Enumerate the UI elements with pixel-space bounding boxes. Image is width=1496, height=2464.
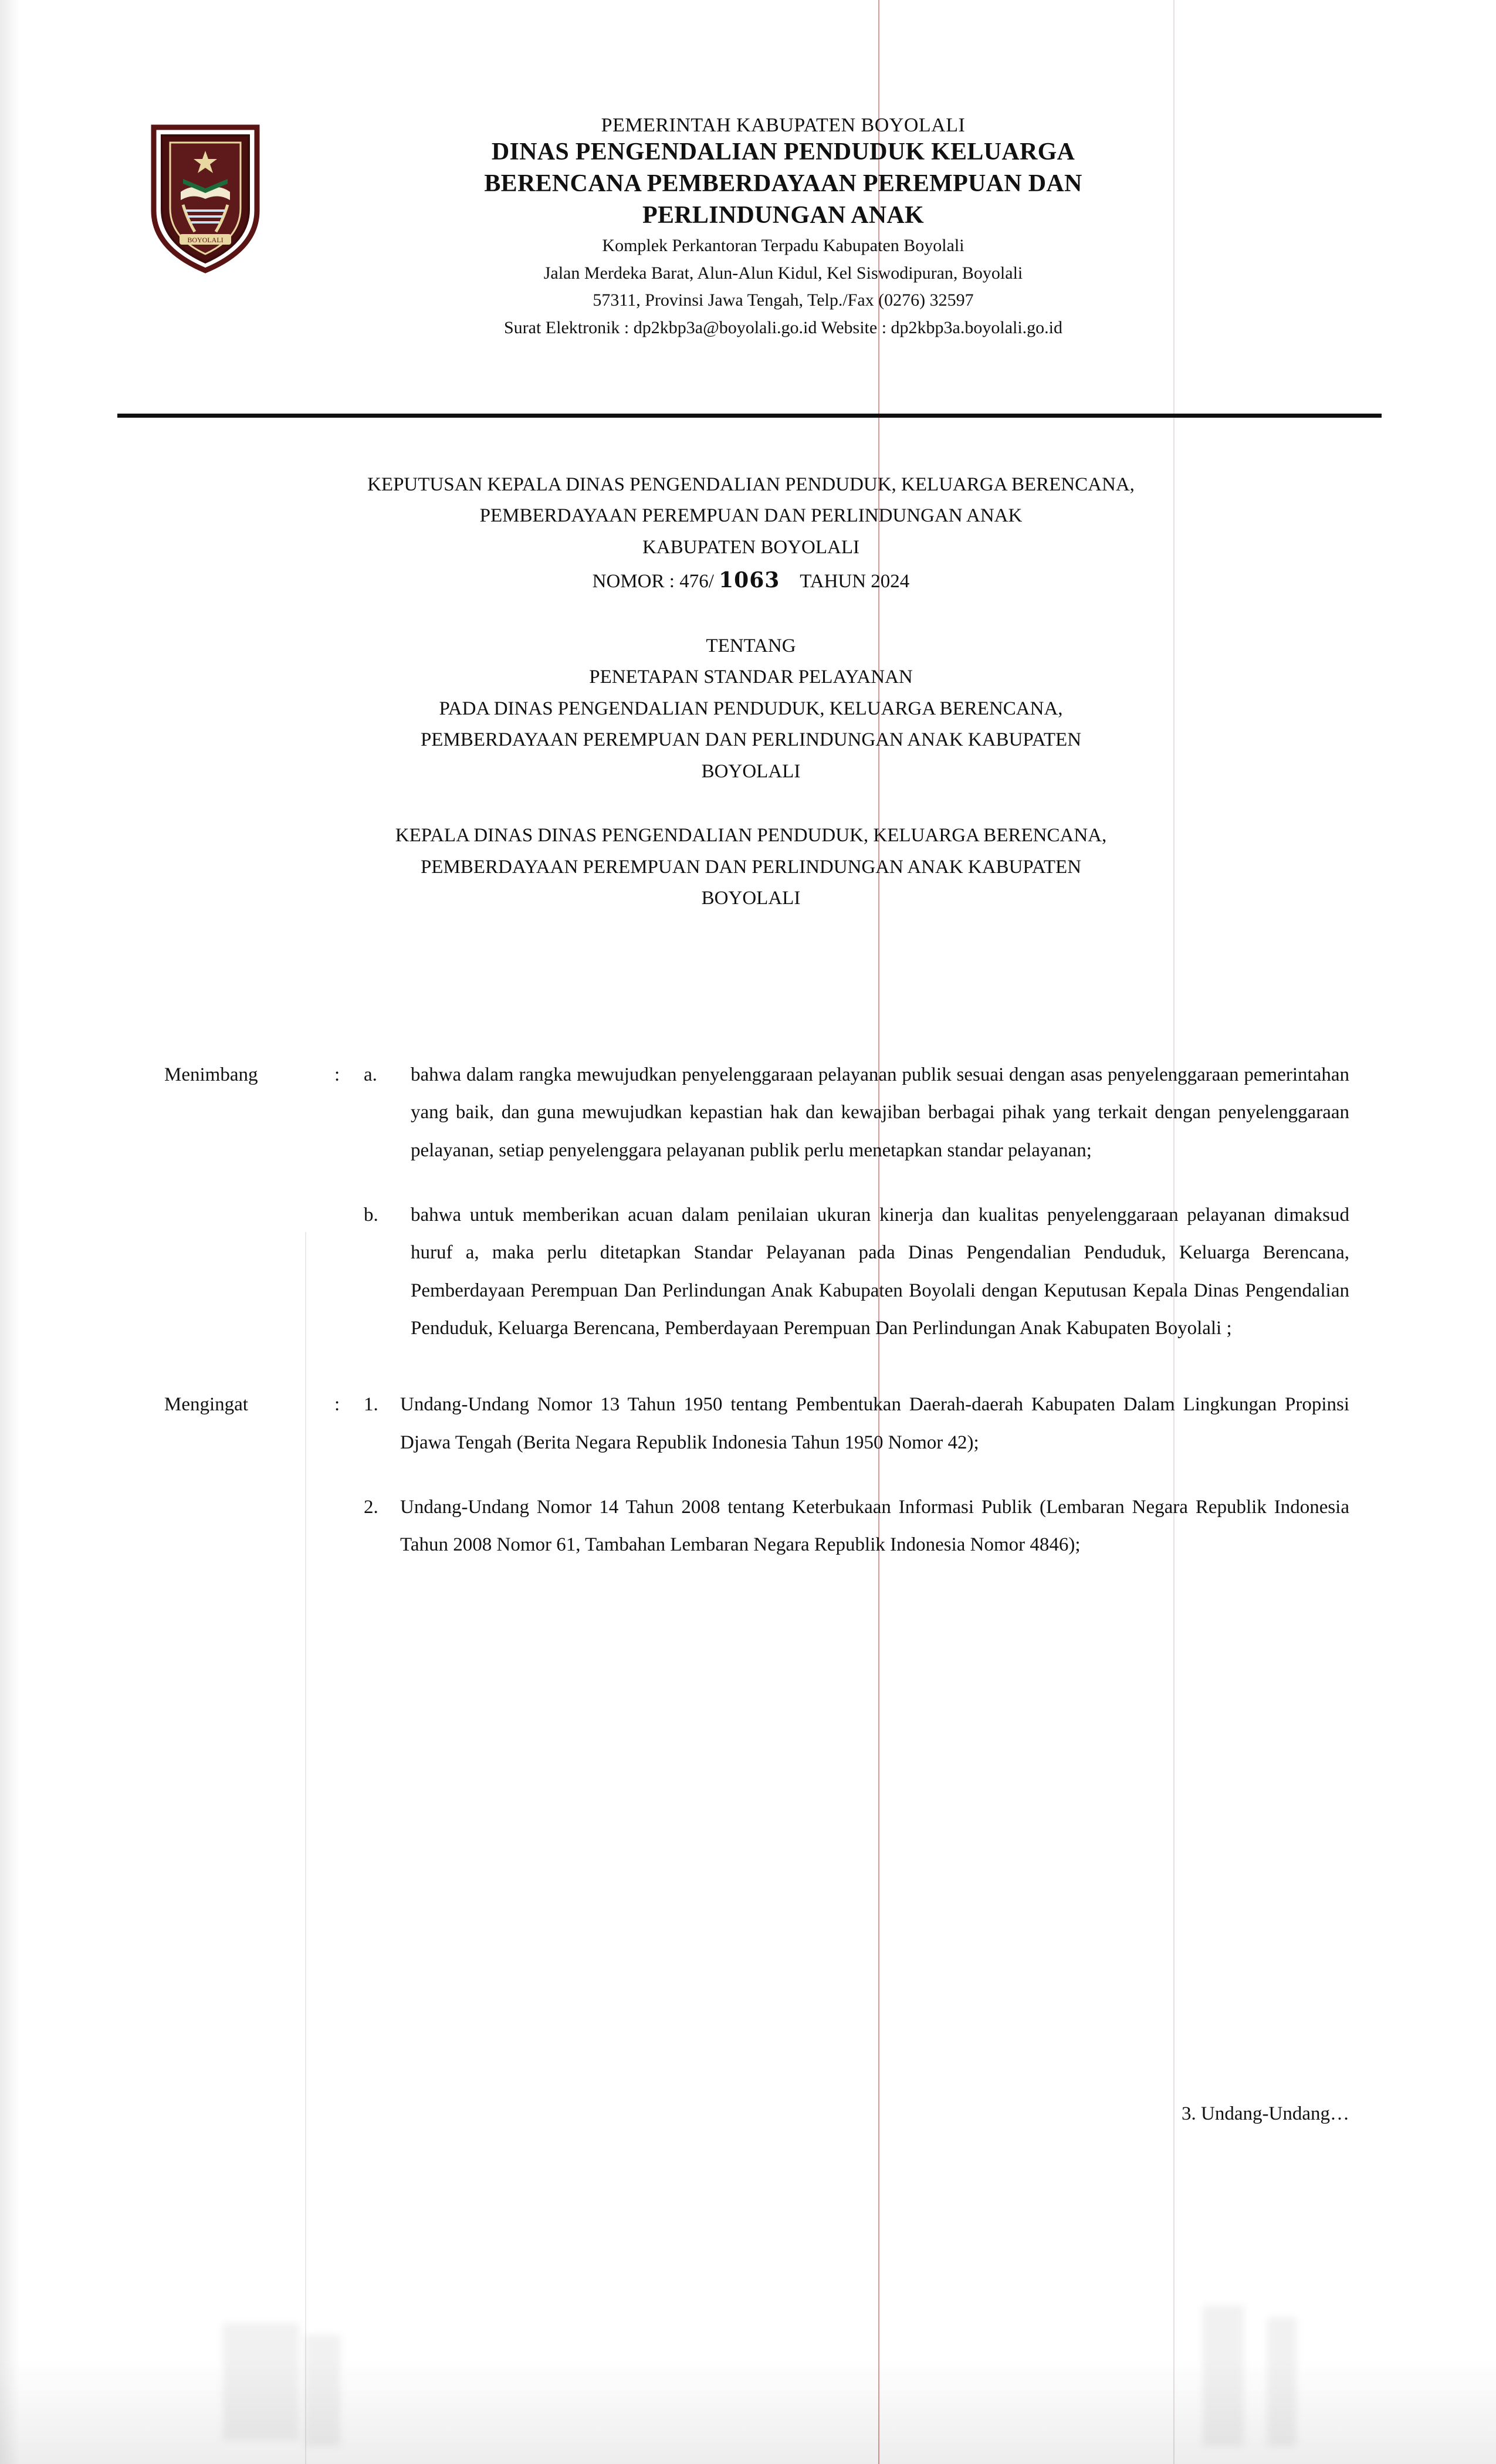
logo-container xyxy=(117,114,293,275)
consideration-marker-a: a. xyxy=(364,1064,377,1085)
decree-heading-line-2: PEMBERDAYAAN PEREMPUAN DAN PERLINDUNGAN ANAK xyxy=(479,505,1023,527)
decree-body xyxy=(164,1056,1349,1564)
svg-text:BOYOLALI: BOYOLALI xyxy=(187,236,224,244)
decree-heading-line-3: KABUPATEN BOYOLALI xyxy=(642,536,860,558)
recollections-label: Mengingat xyxy=(164,1394,248,1416)
letterhead-text xyxy=(293,114,1379,341)
consideration-text-a: bahwa dalam rangka mewujudkan penyelenggaraan pelayanan publik sesuai dengan asas penyelenggaraan pemerintahan yang baik, dan guna mewujudkan kepastian hak dan kewajiban berbagai pihak yang terkait dengan penyelenggaraan pelayanan, setiap penyelenggara pelayanan publik perlu menetapkan standar pelayanan; xyxy=(411,1064,1349,1161)
recollections-section xyxy=(164,1386,1349,1461)
page-continuation-note: 3. Undang-Undang… xyxy=(1182,2103,1349,2124)
letterhead-divider xyxy=(117,414,1382,418)
tentang-label: TENTANG xyxy=(706,635,796,656)
considerations-section xyxy=(164,1056,1349,1169)
authority-line-1: KEPALA DINAS DINAS PENGENDALIAN PENDUDUK, KELUARGA BERENCANA, xyxy=(395,825,1107,847)
consideration-marker-b: b. xyxy=(364,1204,378,1226)
recollection-marker-2: 2. xyxy=(364,1497,378,1518)
consideration-item-b xyxy=(164,1196,1349,1347)
authority-line-2: PEMBERDAYAAN PEREMPUAN DAN PERLINDUNGAN ANAK KABUPATEN xyxy=(420,856,1082,878)
office-name-line-2: BERENCANA PEMBERDAYAAN PEREMPUAN DAN xyxy=(484,170,1082,197)
subject-line-1: PENETAPAN STANDAR PELAYANAN xyxy=(589,666,913,688)
address-line-1: Komplek Perkantoran Terpadu Kabupaten Boyolali xyxy=(602,236,964,256)
recollection-marker-1: 1. xyxy=(364,1394,378,1416)
considerations-colon: : xyxy=(334,1064,340,1085)
letterhead xyxy=(117,114,1379,341)
office-name-line-3: PERLINDUNGAN ANAK xyxy=(642,201,924,229)
decree-number-suffix: TAHUN 2024 xyxy=(800,571,910,593)
scan-edge-shadow xyxy=(0,0,20,2464)
decree-title-block xyxy=(135,469,1367,914)
recollections-colon: : xyxy=(334,1394,340,1416)
address-line-4: Surat Elektronik : dp2kbp3a@boyolali.go.id Website : dp2kbp3a.boyolali.go.id xyxy=(503,318,1063,338)
address-line-2: Jalan Merdeka Barat, Alun-Alun Kidul, Kel Siswodipuran, Boyolali xyxy=(543,263,1023,283)
government-line: PEMERINTAH KABUPATEN BOYOLALI xyxy=(601,114,966,136)
boyolali-regency-emblem-icon xyxy=(147,123,264,275)
scan-bottom-shadow xyxy=(0,2358,1496,2464)
decree-heading-line-1: KEPUTUSAN KEPALA DINAS PENGENDALIAN PENDUDUK, KELUARGA BERENCANA, xyxy=(367,474,1135,495)
subject-line-4: BOYOLALI xyxy=(701,760,801,782)
recollection-item-2 xyxy=(164,1488,1349,1564)
consideration-text-b: bahwa untuk memberikan acuan dalam penilaian ukuran kinerja dan kualitas penyelenggaraan pelayanan dimaksud huruf a, maka perlu ditetapkan Standar Pelayanan pada Dinas Pengendalian Penduduk, Keluarga Berencana, Pemberdayaan Perempuan Dan Perlindungan Anak Kabupaten Boyolali dengan Keputusan Kepala Dinas Pengendalian Penduduk, Keluarga Berencana, Pemberdayaan Perempuan Dan Perlindungan Anak Kabupaten Boyolali ; xyxy=(411,1204,1349,1339)
authority-line-3: BOYOLALI xyxy=(701,887,801,909)
decree-number-handwritten: 1063 xyxy=(719,568,780,593)
decree-number-prefix: NOMOR : 476/ xyxy=(592,571,714,593)
recollection-text-1: Undang-Undang Nomor 13 Tahun 1950 tentang Pembentukan Daerah-daerah Kabupaten Dalam Lingkungan Propinsi Djawa Tengah (Berita Negara Republik Indonesia Tahun 1950 Nomor 42); xyxy=(400,1394,1349,1453)
recollection-text-2: Undang-Undang Nomor 14 Tahun 2008 tentang Keterbukaan Informasi Publik (Lembaran Negara Republik Indonesia Tahun 2008 Nomor 61, Tambahan Lembaran Negara Republik Indonesia Nomor 4846); xyxy=(400,1497,1349,1556)
office-name-line-1: DINAS PENGENDALIAN PENDUDUK KELUARGA xyxy=(491,138,1075,165)
decree-number-line xyxy=(135,563,1367,597)
considerations-label: Menimbang xyxy=(164,1064,258,1085)
address-line-3: 57311, Provinsi Jawa Tengah, Telp./Fax (0276) 32597 xyxy=(593,290,974,310)
subject-line-2: PADA DINAS PENGENDALIAN PENDUDUK, KELUARGA BERENCANA, xyxy=(439,698,1063,719)
subject-line-3: PEMBERDAYAAN PEREMPUAN DAN PERLINDUNGAN ANAK KABUPATEN xyxy=(420,729,1082,751)
